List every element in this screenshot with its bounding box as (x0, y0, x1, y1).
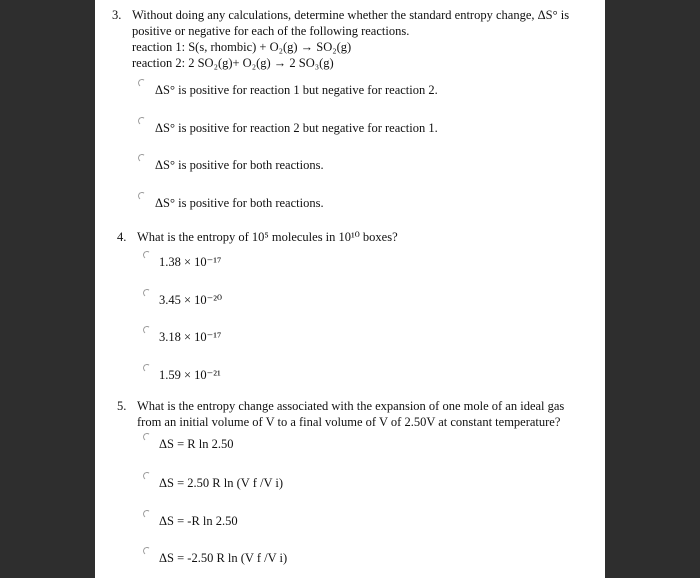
q5-option-4-radio[interactable] (142, 546, 151, 555)
q4-option-1-radio[interactable] (142, 250, 151, 259)
q3-option-2-radio[interactable] (137, 116, 146, 125)
q5-option-3-label: ΔS = -R ln 2.50 (159, 514, 238, 528)
q4-number: 4. (117, 230, 127, 244)
q5-option-1-radio[interactable] (142, 432, 151, 441)
q4-option-1-label: 1.38 × 10⁻¹⁷ (159, 255, 222, 269)
q5-option-2-label: ΔS = 2.50 R ln (V f /V i) (159, 476, 284, 490)
q5-number: 5. (117, 399, 127, 413)
q3-option-4-radio[interactable] (137, 191, 146, 200)
q4-option-2-radio[interactable] (142, 288, 151, 297)
q3-reaction-2: reaction 2: 2 SO₂(g)+ O₂(g) → 2 SO₃(g) (132, 56, 334, 70)
q3-number: 3. (112, 8, 122, 22)
q3-option-1-label: ΔS° is positive for reaction 1 but negative for reaction 2. (155, 83, 438, 97)
q5-question-line2: from an initial volume of V to a final volume of V of 2.50V at constant temperature? (137, 415, 561, 429)
q4-option-2-label: 3.45 × 10⁻²⁰ (159, 293, 223, 307)
q5-option-3-radio[interactable] (142, 509, 151, 518)
q3-question-line1: Without doing any calculations, determine whether the standard entropy change, ΔS° is (132, 8, 570, 22)
q3-option-4-label: ΔS° is positive for both reactions. (155, 196, 324, 210)
q3-option-1-radio[interactable] (137, 78, 146, 87)
q3-question-line2: positive or negative for each of the following reactions. (132, 24, 410, 38)
q5-option-4-label: ΔS = -2.50 R ln (V f /V i) (159, 551, 288, 565)
q3-option-2-label: ΔS° is positive for reaction 2 but negative for reaction 1. (155, 121, 438, 135)
q5-option-2-radio[interactable] (142, 471, 151, 480)
q5-option-1-label: ΔS = R ln 2.50 (159, 437, 234, 451)
q3-reaction-1: reaction 1: S(s, rhombic) + O₂(g) → SO₂(g) (132, 40, 352, 54)
q4-option-3-radio[interactable] (142, 325, 151, 334)
document-page (95, 0, 605, 578)
q3-option-3-label: ΔS° is positive for both reactions. (155, 158, 324, 172)
q4-question: What is the entropy of 10⁵ molecules in 10¹⁰ boxes? (137, 230, 398, 244)
q4-option-3-label: 3.18 × 10⁻¹⁷ (159, 330, 222, 344)
q4-option-4-label: 1.59 × 10⁻²¹ (159, 368, 221, 382)
q5-question-line1: What is the entropy change associated with the expansion of one mole of an ideal gas (137, 399, 565, 413)
q3-option-3-radio[interactable] (137, 153, 146, 162)
q4-option-4-radio[interactable] (142, 363, 151, 372)
